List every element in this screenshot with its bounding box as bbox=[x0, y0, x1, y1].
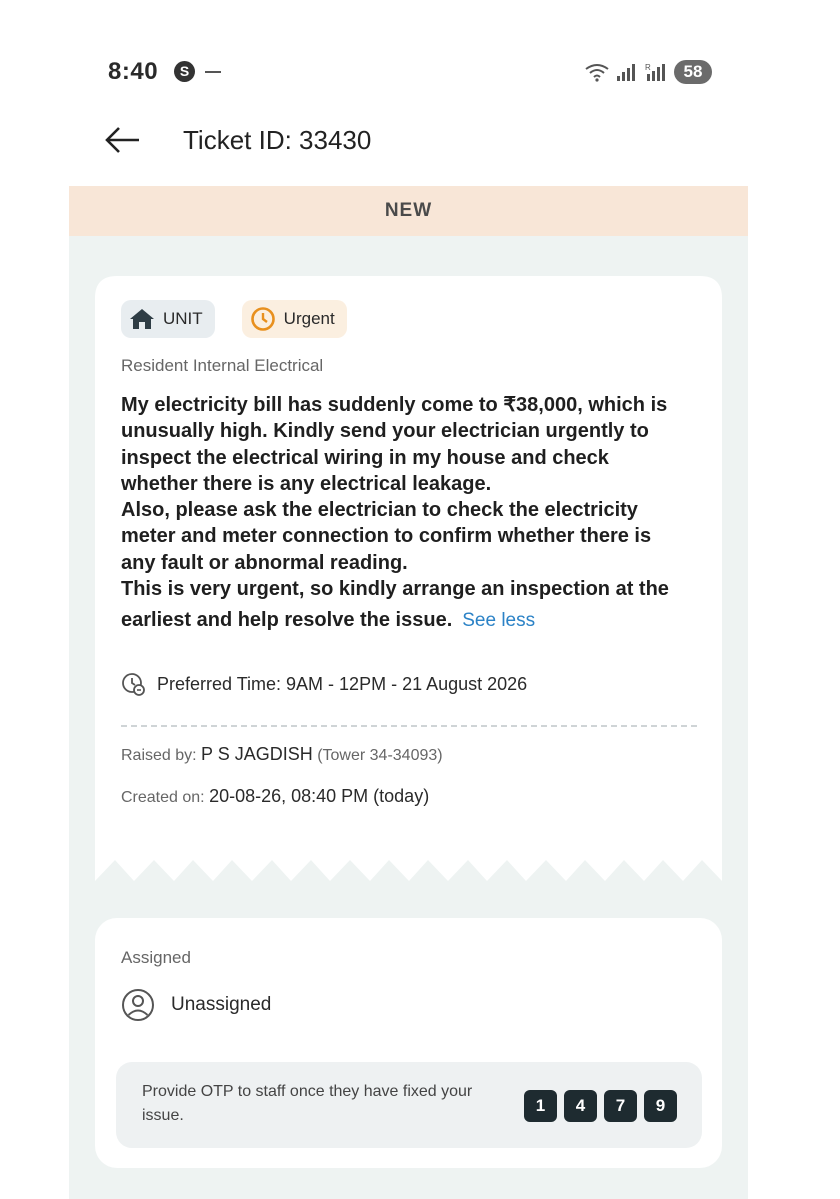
description-line: Also, please ask the electrician to check the electricity bbox=[121, 499, 638, 522]
back-arrow-icon bbox=[104, 125, 142, 155]
description-line: meter and meter connection to confirm whether there is bbox=[121, 525, 652, 548]
description-line: inspect the electrical wiring in my house and check bbox=[121, 446, 609, 469]
description-line: My electricity bill has suddenly come to ₹38,000, which is bbox=[121, 394, 668, 416]
ticket-category: Resident Internal Electrical bbox=[121, 356, 324, 375]
otp-digit: 1 bbox=[524, 1090, 557, 1122]
roaming-signal-icon bbox=[644, 62, 668, 82]
description-line: earliest and help resolve the issue. bbox=[121, 609, 453, 632]
ticket-screen bbox=[69, 186, 748, 1199]
otp-code bbox=[524, 1090, 677, 1122]
preferred-time-text: Preferred Time: 9AM - 12PM - 21 August 2026 bbox=[157, 673, 528, 694]
otp-digit: 7 bbox=[604, 1090, 637, 1122]
assignment-card bbox=[95, 918, 722, 1168]
ticket-status-banner: NEW bbox=[69, 186, 748, 236]
created-on-value: 20-08-26, 08:40 PM (today) bbox=[209, 786, 430, 806]
ticket-card bbox=[95, 276, 722, 881]
created-on-label: Created on: bbox=[121, 789, 205, 806]
assignee-name: Unassigned bbox=[171, 994, 272, 1015]
assigned-label: Assigned bbox=[121, 948, 191, 967]
unit-tag bbox=[121, 300, 215, 338]
urgent-clock-icon bbox=[250, 306, 276, 332]
created-on-row bbox=[121, 786, 429, 807]
ticket-tags bbox=[121, 300, 347, 340]
see-less-link[interactable]: See less bbox=[462, 610, 536, 632]
status-bar bbox=[108, 58, 712, 88]
raised-by-tower: (Tower 34-34093) bbox=[317, 747, 443, 764]
otp-digit: 9 bbox=[644, 1090, 677, 1122]
description-line: This is very urgent, so kindly arrange an inspection at the bbox=[121, 578, 669, 601]
preferred-time-row bbox=[121, 672, 527, 696]
urgent-tag-label: Urgent bbox=[283, 309, 335, 328]
otp-box bbox=[116, 1062, 702, 1148]
home-icon bbox=[129, 308, 155, 330]
description-line: whether there is any electrical leakage. bbox=[121, 472, 492, 495]
signal-icon bbox=[616, 62, 638, 82]
back-button[interactable] bbox=[104, 125, 142, 155]
status-indicators bbox=[584, 58, 712, 86]
description-last-line bbox=[121, 607, 701, 634]
urgent-tag bbox=[242, 300, 347, 338]
app-bar bbox=[0, 115, 840, 165]
divider bbox=[121, 725, 697, 727]
raised-by-label: Raised by: bbox=[121, 747, 197, 764]
assignee-row bbox=[121, 988, 271, 1022]
user-avatar-icon bbox=[121, 988, 155, 1022]
status-time: 8:40 bbox=[108, 58, 159, 85]
page-title: Ticket ID: 33430 bbox=[183, 125, 372, 155]
ticket-description bbox=[121, 392, 701, 635]
s-app-icon: S bbox=[174, 61, 195, 82]
svg-text:R: R bbox=[645, 63, 651, 72]
description-line: any fault or abnormal reading. bbox=[121, 551, 408, 574]
description-line: unusually high. Kindly send your electrician urgently to bbox=[121, 420, 649, 443]
notification-dash-icon bbox=[205, 71, 221, 73]
otp-digit: 4 bbox=[564, 1090, 597, 1122]
unit-tag-label: UNIT bbox=[163, 309, 203, 328]
scheduled-clock-icon bbox=[121, 672, 145, 696]
raised-by-name: P S JAGDISH bbox=[201, 744, 313, 764]
otp-instruction: Provide OTP to staff once they have fixed your issue. bbox=[142, 1083, 473, 1124]
wifi-icon bbox=[584, 62, 610, 82]
battery-icon: 58 bbox=[674, 60, 712, 84]
raised-by-row bbox=[121, 744, 443, 765]
